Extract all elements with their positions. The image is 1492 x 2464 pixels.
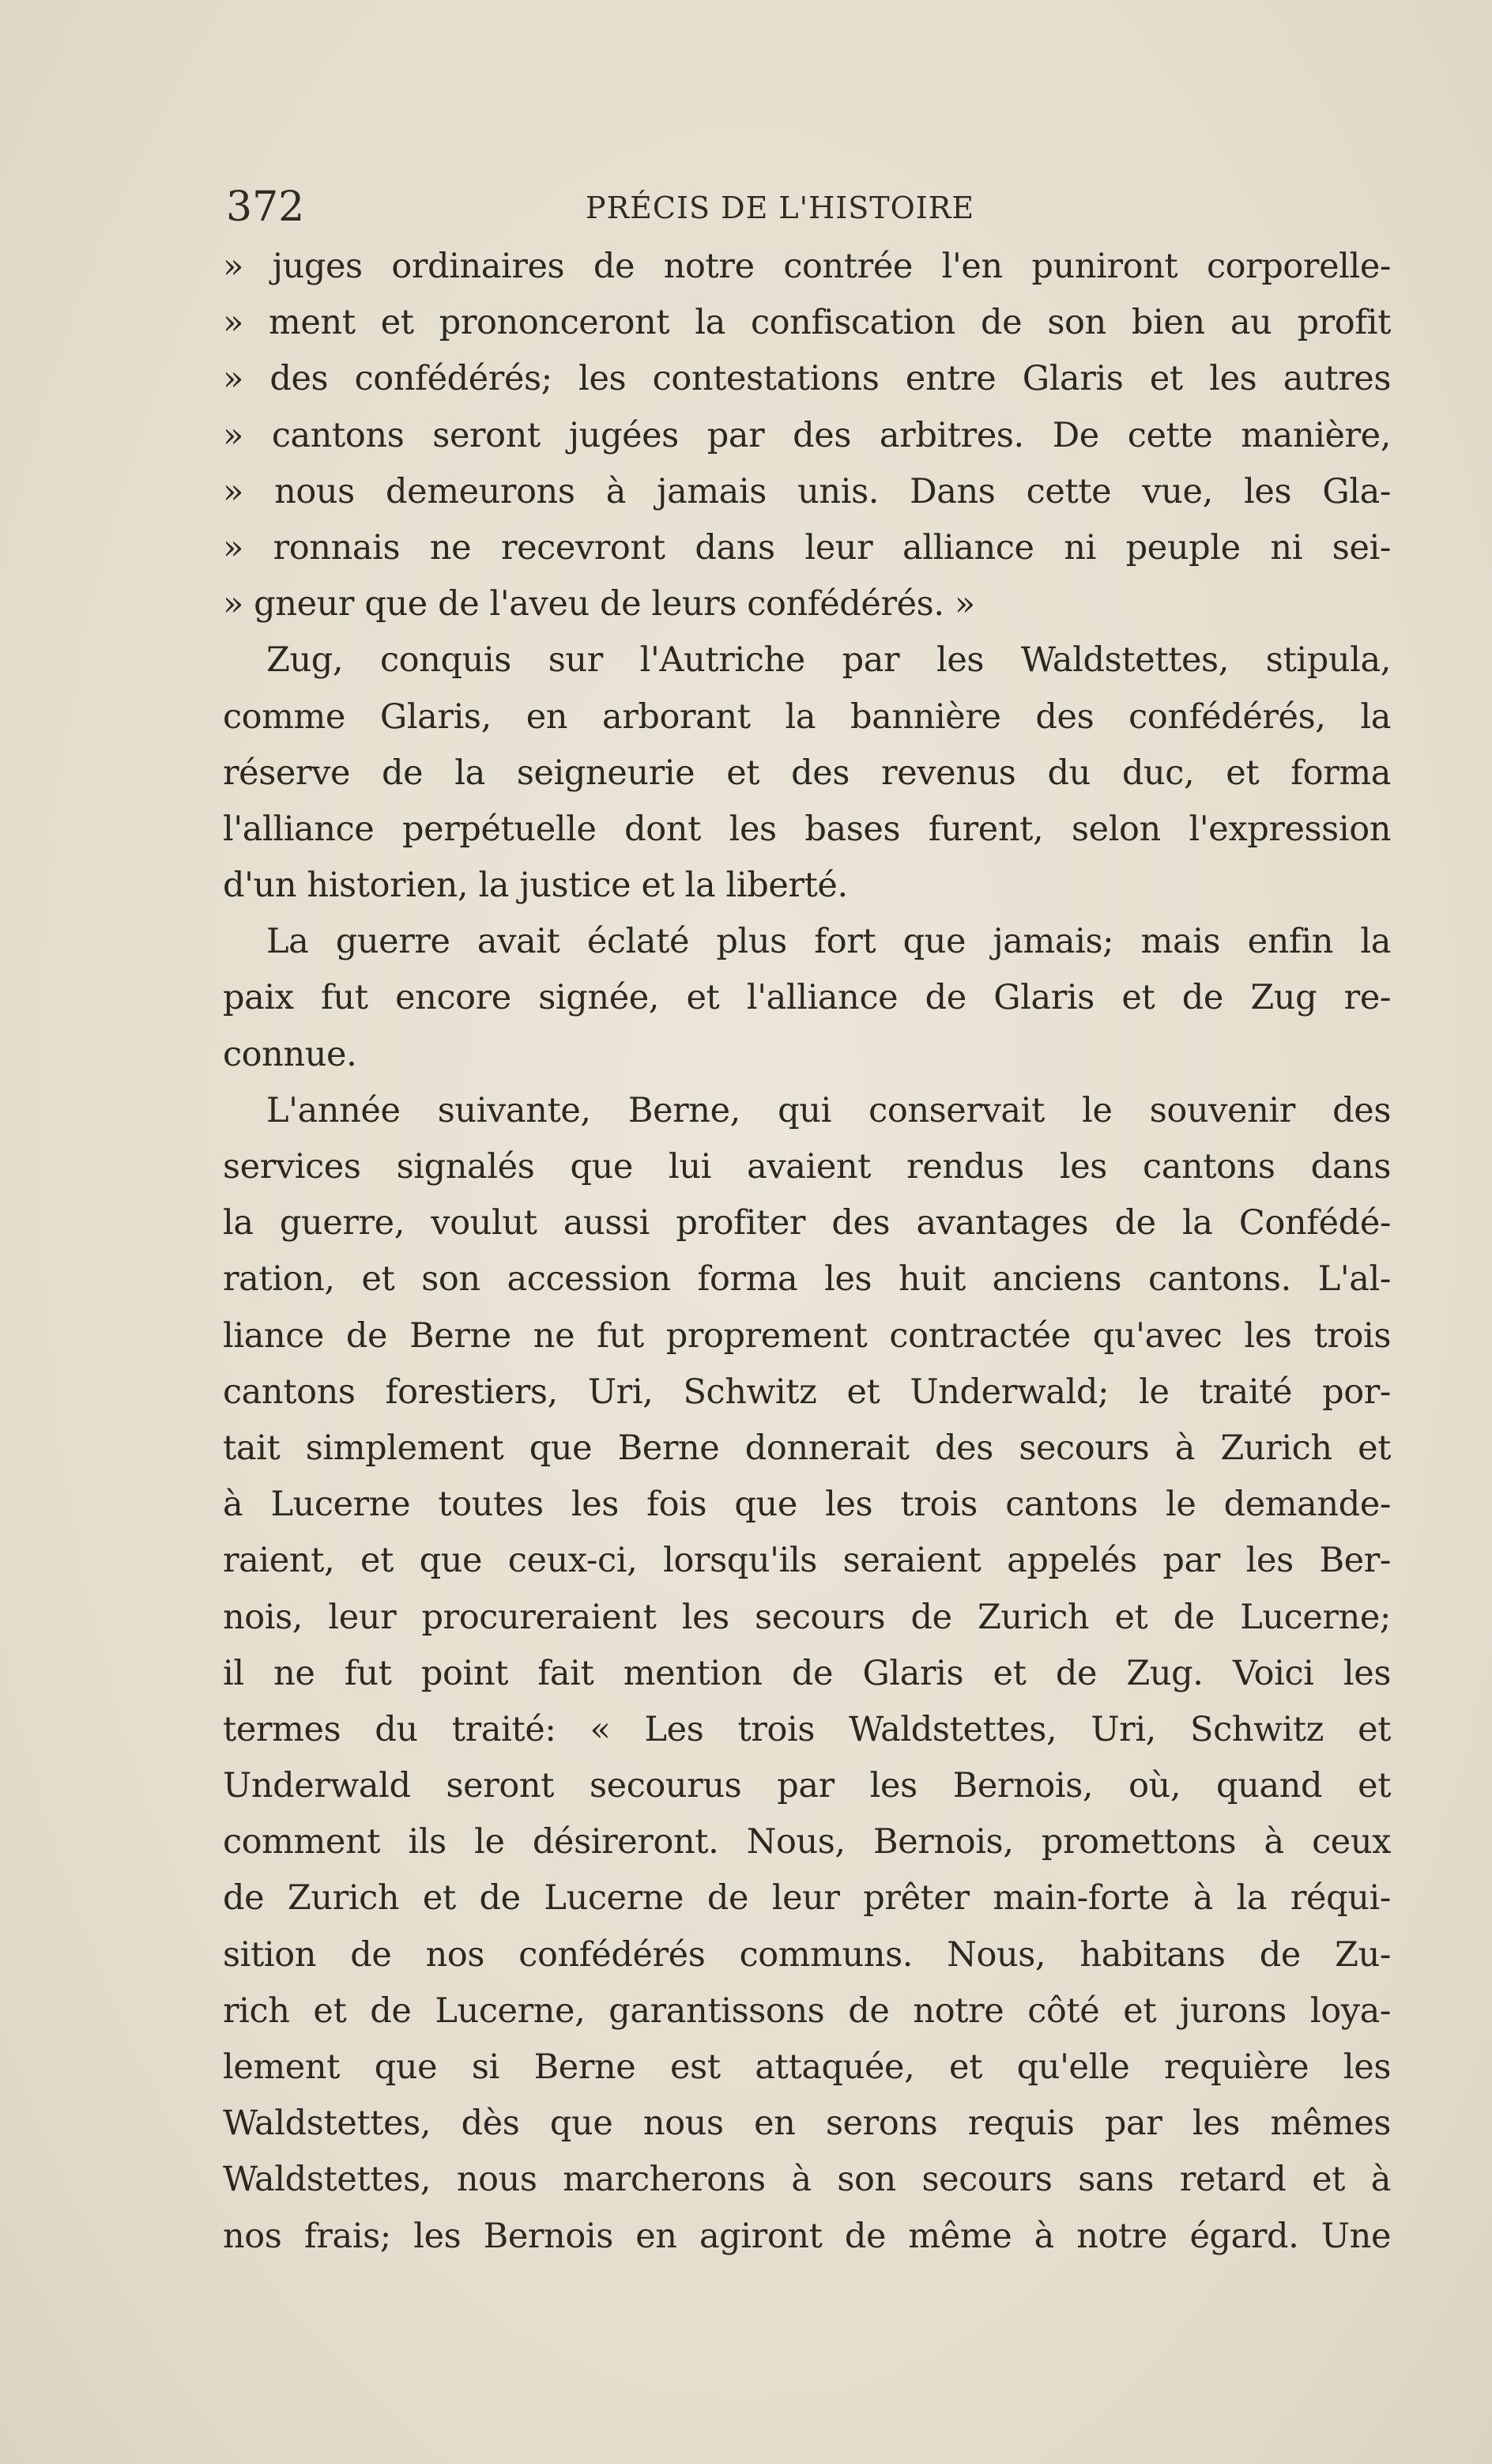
text-line: ration, et son accession forma les huit anciens cantons. L'al- — [223, 1259, 1391, 1300]
text-line: nois, leur procureraient les secours de Zurich et de Lucerne; — [223, 1597, 1391, 1637]
text-line: connue. — [223, 1034, 357, 1074]
text-line: » gneur que de l'aveu de leurs confédérés. » — [223, 584, 975, 624]
page-number: 372 — [226, 183, 305, 231]
running-title: PRÉCIS DE L'HISTOIRE — [586, 191, 975, 225]
text-line: de Zurich et de Lucerne de leur prêter main-forte à la réqui- — [223, 1878, 1391, 1919]
text-line: » cantons seront jugées par des arbitres. De cette manière, — [223, 415, 1391, 455]
text-line: comment ils le désireront. Nous, Bernois, promettons à ceux — [223, 1822, 1391, 1862]
text-line: Waldstettes, nous marcherons à son secours sans retard et à — [223, 2160, 1391, 2200]
text-line: raient, et que ceux-ci, lorsqu'ils seraient appelés par les Ber- — [223, 1541, 1391, 1581]
text-line: la guerre, voulut aussi profiter des avantages de la Confédé- — [223, 1203, 1391, 1243]
text-line: liance de Berne ne fut proprement contractée qu'avec les trois — [223, 1315, 1391, 1356]
text-line: » juges ordinaires de notre contrée l'en puniront corporelle- — [223, 247, 1391, 286]
text-line: il ne fut point fait mention de Glaris et de Zug. Voici les — [223, 1653, 1391, 1693]
text-line: » ment et prononceront la confiscation de son bien au profit — [223, 303, 1391, 343]
text-line: l'alliance perpétuelle dont les bases furent, selon l'expression — [223, 809, 1391, 849]
body-text — [223, 239, 1391, 2265]
text-line: tait simplement que Berne donnerait des secours à Zurich et — [223, 1428, 1391, 1468]
text-line: sition de nos confédérés communs. Nous, habitans de Zu- — [223, 1934, 1391, 1975]
text-line: lement que si Berne est attaquée, et qu'elle requière les — [223, 2047, 1391, 2087]
text-line: Zug, conquis sur l'Autriche par les Waldstettes, stipula, — [266, 640, 1391, 681]
text-line: Waldstettes, dès que nous en serons requis par les mêmes — [223, 2104, 1391, 2144]
text-line: L'année suivante, Berne, qui conservait le souvenir des — [266, 1090, 1391, 1130]
text-line: rich et de Lucerne, garantissons de notre côté et jurons loya- — [223, 1990, 1391, 2031]
text-line: à Lucerne toutes les fois que les trois cantons le demande- — [223, 1485, 1391, 1525]
text-line: comme Glaris, en arborant la bannière des confédérés, la — [223, 696, 1391, 737]
text-line: » des confédérés; les contestations entre Glaris et les autres — [223, 359, 1391, 399]
text-line: nos frais; les Bernois en agiront de même à notre égard. Une — [223, 2216, 1391, 2256]
text-line: paix fut encore signée, et l'alliance de Glaris et de Zug re- — [223, 978, 1391, 1018]
text-line: d'un historien, la justice et la liberté. — [223, 866, 848, 906]
text-line: termes du traité: « Les trois Waldstettes, Uri, Schwitz et — [223, 1709, 1391, 1749]
page-header — [226, 183, 1389, 231]
text-line: » nous demeurons à jamais unis. Dans cette vue, les Gla- — [223, 471, 1391, 511]
text-line: services signalés que lui avaient rendus les cantons dans — [223, 1147, 1391, 1187]
text-line: La guerre avait éclaté plus fort que jamais; mais enfin la — [266, 922, 1391, 962]
text-line: Underwald seront secourus par les Bernois, où, quand et — [223, 1766, 1391, 1806]
text-line: réserve de la seigneurie et des revenus du duc, et forma — [223, 753, 1391, 793]
text-line: » ronnais ne recevront dans leur alliance ni peuple ni sei- — [223, 527, 1391, 568]
text-line: cantons forestiers, Uri, Schwitz et Underwald; le traité por- — [223, 1372, 1391, 1412]
